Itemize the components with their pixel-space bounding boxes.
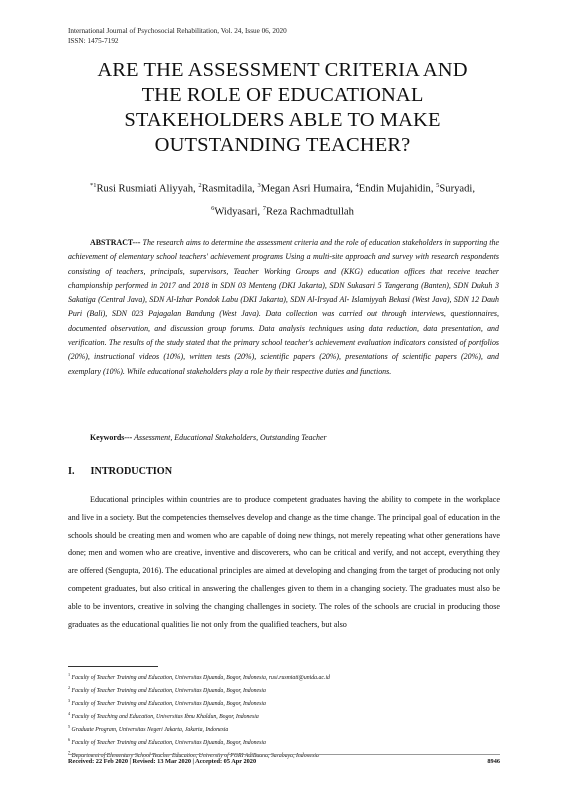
author-name: Rusi Rusmiati Aliyyah, <box>96 183 196 195</box>
footnote <box>68 722 500 735</box>
author-mark: 3 <box>257 182 261 189</box>
footnote-mark: 5 <box>68 724 71 730</box>
author-list <box>50 176 515 221</box>
keywords <box>90 433 490 442</box>
footnote-text: Faculty of Teacher Training and Education, Universitas Djuanda, Bogor, Indonesia <box>71 740 266 746</box>
author-mark: 2 <box>198 182 202 189</box>
footnote <box>68 683 500 696</box>
footnote <box>68 696 500 709</box>
keywords-label: Keywords--- <box>90 433 133 442</box>
page-footer <box>68 758 500 765</box>
author-mark: 6 <box>211 204 215 212</box>
author-mark: 7 <box>262 204 266 212</box>
paper-title <box>40 58 525 158</box>
author-mark: 5 <box>436 182 440 189</box>
journal-name: International Journal of Psychosocial Rehabilitation, Vol. 24, Issue 06, 2020 <box>68 27 287 35</box>
footnote-mark: 1 <box>68 672 71 677</box>
title-line: THE ROLE OF EDUCATIONAL <box>141 84 424 106</box>
footer-divider <box>68 754 500 755</box>
keywords-text: Assessment, Educational Stakeholders, Outstanding Teacher <box>134 433 327 442</box>
footnote-mark: 4 <box>68 711 71 717</box>
title-line: OUTSTANDING TEACHER? <box>154 134 411 156</box>
author-name: Suryadi, <box>439 183 476 195</box>
title-line: STAKEHOLDERS ABLE TO MAKE <box>124 109 441 131</box>
abstract <box>68 236 499 379</box>
footnote-mark: 7 <box>68 750 71 756</box>
footnote-text: Faculty of Teacher Training and Education, Universitas Djuanda, Bogor, Indonesia <box>71 687 266 694</box>
footnotes <box>68 670 500 761</box>
footnote-mark: 6 <box>68 737 71 743</box>
author-mark: *1 <box>89 182 97 189</box>
footnote-text: Faculty of Teacher Training and Education, Universitas Djuanda, Bogor, Indonesia <box>71 700 266 707</box>
author-name: Widyasari, <box>214 206 261 218</box>
footnote-text: Faculty of Teaching and Education, Universitas Ibnu Khaldun, Bogor, Indonesia <box>71 713 259 720</box>
footnote-mark: 2 <box>68 685 71 691</box>
author-mark: 4 <box>355 182 359 189</box>
section-title: INTRODUCTION <box>90 466 173 477</box>
footnote-text: Faculty of Teacher Training and Education, Universitas Djuanda, Bogor, Indonesia, rusi.rusmiati@unida.ac.id <box>71 674 330 681</box>
title-line: ARE THE ASSESSMENT CRITERIA AND <box>97 59 468 81</box>
footnote-mark: 3 <box>68 698 71 704</box>
footnote <box>68 670 500 683</box>
author-line <box>50 176 515 199</box>
abstract-text: The research aims to determine the assessment criteria and the role of education stakeholders in supporting the achievement of elementary school teachers' achievement programs Using a multi-site approach and survey with research respondents consisting of teachers, principals, supervisors, Teacher Working Groups and (KKG) education offices that receive teacher championship performed in 2017 and 2018 in SDN 03 Menteng (DKI Jakarta), SDN Sukasari 5 Tangerang (Banten), SDN Dukuh 3 Sakatiga (Central Java), SDN Al-Izhar Pondok Labu (DKI Jakarta), SDN Al-Irsyad Al- Islamiyyah Bekasi (West Java), SDN 12 Dauh Puri (Bali), SDN 023 Pajagalan Bandung (West Java). Data collection was carried out through interviews, questionnaires, documented observation, and discussion group forums. Data analysis techniques using data reduction, data presentation, and verification. The results of the study stated that the primary school teacher's achievement evaluation indicators consisted of portfolios (20%), instructional videos (10%), written tests (20%), scientific papers (20%), presentations of scientific papers (20%), and exemplary (10%). While educational stakeholders play a role by their respective duties and functions. <box>68 238 499 376</box>
running-header <box>68 27 287 46</box>
footnote-rule <box>68 666 158 667</box>
issn: ISSN: 1475-7192 <box>68 36 119 45</box>
received-dates: Received: 22 Feb 2020 | Revised: 13 Mar 2020 | Accepted: 05 Apr 2020 <box>68 758 257 765</box>
intro-paragraph: Educational principles within countries are to produce competent graduates having the ability to compete in the workplace and live in a society. But the competencies themselves develop and change as the time change. The principal goal of education in the schools should be creating men and women who are capable of doing new things, not merely repeating what other generations have done; men and women who are creative, inventive and discoverers, who can be critical and verify, and not accept, everything they are offered (Sengupta, 2016). The educational principles are aimed at developing and changing from the target of producing not only competent graduates, but also critical in answering the challenges given to them in a changing society. The graduates must also be able to be inventors, creative in solving the changing challenges in society. The roles of the schools are crucial in producing those graduates as the educational qualities lie not only from the qualified teachers, but also <box>68 495 500 629</box>
footnote <box>68 735 500 748</box>
author-line <box>50 199 515 222</box>
footnote <box>68 709 500 722</box>
author-name: Endin Mujahidin, <box>358 183 434 195</box>
author-name: Reza Rachmadtullah <box>265 206 354 218</box>
abstract-label: ABSTRACT--- <box>90 238 141 247</box>
section-number: I. <box>68 466 75 477</box>
footnote-text: Department of Elementary School Teacher Education, University of PGRI AdiBuana, Surabaya, Indonesia <box>71 753 319 760</box>
footnote-text: Graduate Program, Universitas Negeri Jakarta, Jakarta, Indonesia <box>71 726 229 733</box>
section-heading <box>68 466 172 477</box>
page-number: 8946 <box>487 758 500 765</box>
author-name: Megan Asri Humaira, <box>260 183 353 195</box>
author-name: Rasmitadila, <box>201 183 255 195</box>
